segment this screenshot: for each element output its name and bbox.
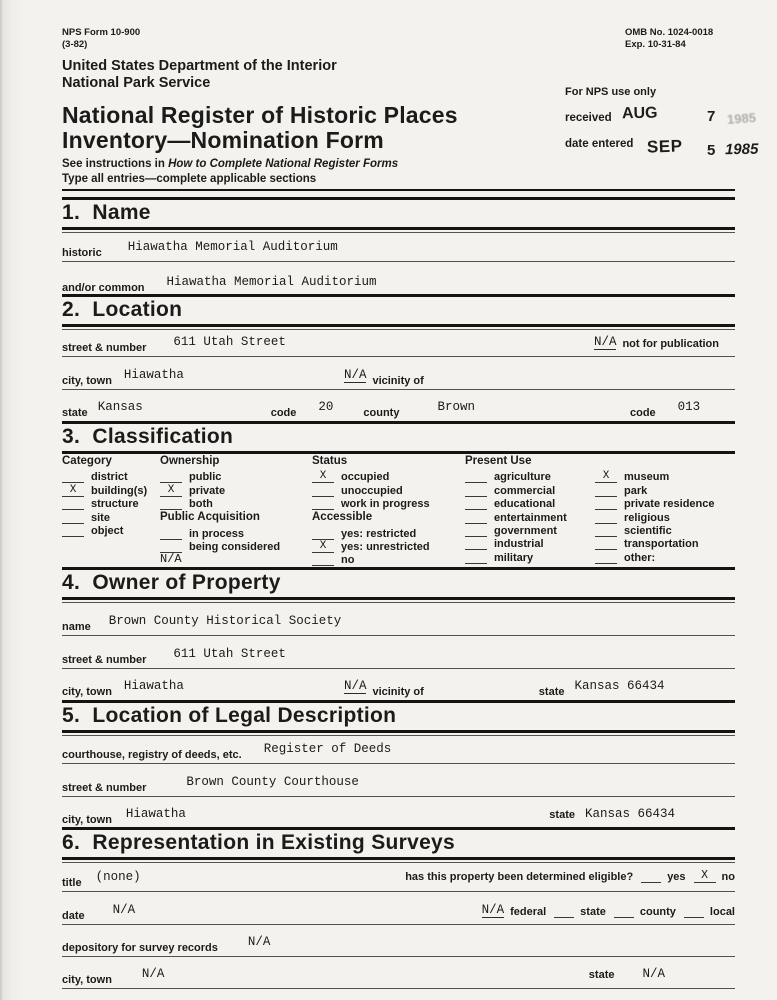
code2-label: code: [629, 407, 656, 419]
field-survey-title: [62, 870, 735, 892]
checkbox-label: no: [341, 554, 355, 567]
checkbox-line: [62, 526, 84, 537]
field-value: N/A: [247, 935, 271, 949]
vicinity-label: vicinity of: [372, 375, 424, 387]
page-left-edge: [0, 0, 26, 1000]
checkbox-object: [62, 524, 158, 537]
field-value: 611 Utah Street: [173, 647, 286, 661]
checkbox-line: X: [62, 486, 84, 497]
checkbox-label: being considered: [189, 540, 281, 553]
field-label: street & number: [62, 654, 147, 666]
field-value: Hiawatha Memorial Auditorium: [166, 275, 377, 289]
checkbox-line: [62, 472, 84, 483]
section-surveys: [62, 827, 735, 992]
field-street-number: [62, 335, 735, 357]
field-label: title: [62, 877, 82, 889]
checkbox-line: X: [312, 542, 334, 553]
county-checkbox-line: [614, 907, 634, 918]
checkbox-site: [62, 510, 158, 523]
nps-use-only-label: For NPS use only: [565, 86, 657, 98]
field-value: Hiawatha: [123, 368, 184, 382]
checkbox-agriculture: [465, 470, 593, 483]
yes-label: yes: [667, 871, 686, 883]
checkbox-occupied: [312, 470, 462, 483]
checkbox-museum: [595, 470, 735, 483]
state-label: state: [588, 969, 615, 981]
code-label: code: [270, 407, 297, 419]
field-label: city, town: [62, 686, 112, 698]
status-title: Status: [312, 455, 348, 467]
na-value: N/A: [593, 335, 617, 349]
field-value: N/A: [141, 967, 165, 981]
checkbox-label: private: [189, 484, 226, 497]
checkbox-label: unoccupied: [341, 484, 403, 497]
checkbox-line: [312, 499, 334, 510]
checkbox-line: [160, 529, 182, 540]
state-checkbox-line: [554, 907, 574, 918]
state-label: state: [549, 809, 575, 821]
omb-line2: Exp. 10-31-84: [625, 39, 686, 51]
checkbox-label: occupied: [341, 471, 390, 484]
field-courthouse: [62, 742, 735, 764]
checkbox-line: X: [312, 472, 334, 483]
county-value: Brown: [437, 400, 475, 414]
checkbox-military: [465, 550, 593, 563]
federal-label: federal: [510, 906, 547, 918]
checkbox-label: commercial: [494, 484, 556, 497]
instructions-prefix: See instructions in: [62, 158, 169, 170]
checkbox-line: [595, 526, 617, 537]
checkbox-line: [595, 539, 617, 550]
not-for-publication-label: not for publication: [622, 338, 719, 350]
checkbox-label: yes: restricted: [341, 527, 417, 540]
received-stamp-month: AUG: [621, 104, 658, 123]
checkbox-label: religious: [624, 511, 670, 524]
checkbox-label: government: [494, 524, 557, 537]
code-value: 20: [318, 400, 334, 414]
received-stamp-year: 1985: [726, 110, 757, 127]
checkbox-label: private residence: [624, 498, 715, 511]
field-label: and/or common: [62, 282, 145, 294]
section-3-heading: 3. Classification: [62, 421, 735, 454]
field-value: (none): [95, 870, 141, 884]
status-column: [312, 455, 462, 566]
code2-value: 013: [677, 400, 701, 414]
checkbox-label: public: [189, 471, 222, 484]
field-label: depository for survey records: [62, 942, 218, 954]
field-historic: [62, 240, 735, 262]
field-value: Hiawatha: [125, 807, 186, 821]
survey-level-group: [482, 903, 735, 918]
checkbox-label: museum: [624, 471, 670, 484]
checkbox-private-residence: [595, 497, 735, 510]
section-1-heading: 1. Name: [62, 197, 735, 230]
field-label: name: [62, 621, 91, 633]
checkbox-label: educational: [494, 498, 556, 511]
field-label: city, town: [62, 814, 112, 826]
field-label: state: [62, 407, 88, 419]
checkbox-line: [465, 539, 487, 550]
checkbox-line: [312, 529, 334, 540]
accessible-title: Accessible: [312, 511, 373, 524]
yes-checkbox-line: [641, 872, 661, 883]
checkbox-work-in-progress: [312, 497, 462, 510]
form-number-line1: NPS Form 10-900: [62, 27, 141, 38]
checkbox-label: object: [91, 524, 124, 537]
field-survey-date: [62, 903, 735, 925]
checkbox-buildings: [62, 483, 158, 496]
section-6-thin-rule: [62, 862, 735, 863]
date-entered-stamp-month: SEP: [646, 136, 683, 157]
field-value: Brown County Courthouse: [186, 775, 359, 789]
checkbox-private: [160, 483, 308, 496]
checkbox-commercial: [465, 483, 593, 496]
category-column: [62, 455, 158, 537]
checkbox-line: [595, 513, 617, 524]
checkbox-line: [62, 499, 84, 510]
checkbox-label: building(s): [91, 484, 148, 497]
field-label: courthouse, registry of deeds, etc.: [62, 749, 242, 761]
form-title-line2: Inventory—Nomination Form: [62, 127, 384, 153]
instructions-manual-title: How to Complete National Register Forms: [168, 158, 399, 170]
instructions-line1: [62, 157, 398, 172]
checkbox-line: [160, 472, 182, 483]
section-classification: [62, 421, 735, 567]
checkbox-label: scientific: [624, 524, 672, 537]
local-option-label: local: [709, 906, 735, 918]
vicinity-label: vicinity of: [372, 686, 424, 698]
checkbox-label: military: [494, 551, 534, 564]
state-value: N/A: [642, 967, 665, 981]
field-owner-city: [62, 679, 735, 701]
checkbox-yes-unrestricted: [312, 540, 462, 553]
field-state-county: [62, 400, 735, 422]
section-4-heading: 4. Owner of Property: [62, 567, 735, 600]
checkbox-line: [595, 486, 617, 497]
checkbox-label: district: [91, 471, 128, 484]
field-label: date: [62, 910, 85, 922]
field-value: Hiawatha Memorial Auditorium: [127, 240, 338, 254]
section-5-heading: 5. Location of Legal Description: [62, 700, 735, 733]
omb-line1: OMB No. 1024-0018: [625, 27, 714, 38]
received-stamp-day: 7: [707, 108, 716, 125]
section-6-heading: 6. Representation in Existing Surveys: [62, 827, 735, 860]
checkbox-line: [465, 472, 487, 483]
checkbox-yes-restricted: [312, 526, 462, 539]
state-value: Kansas 66434: [574, 679, 665, 693]
public-acquisition-title: Public Acquisition: [160, 511, 260, 524]
na-value: N/A: [343, 368, 367, 382]
eligible-question: has this property been determined eligible?: [405, 871, 634, 883]
present-use-spacer: [595, 455, 735, 468]
federal-na-value: N/A: [481, 903, 505, 917]
checkbox-label: site: [91, 511, 110, 524]
field-city-town: [62, 368, 735, 390]
field-label: street & number: [62, 782, 147, 794]
form-instructions: [62, 157, 398, 186]
section-location: [62, 294, 735, 421]
checkbox-line: X: [160, 486, 182, 497]
checkbox-unoccupied: [312, 483, 462, 496]
field-value: Brown County Historical Society: [108, 614, 342, 628]
eligible-group: [405, 871, 735, 883]
header-rule: [62, 189, 735, 191]
county-label: county: [363, 407, 400, 419]
checkbox-being-considered: [160, 540, 308, 553]
checkbox-both: [160, 497, 308, 510]
checkbox-government: [465, 524, 593, 537]
classification-grid: [62, 455, 735, 569]
not-for-publication-group: [594, 335, 719, 350]
checkbox-label: work in progress: [341, 498, 430, 511]
public-acquisition-na: N/A: [160, 551, 182, 566]
section-owner: [62, 567, 735, 700]
form-title-line1: National Register of Historic Places: [62, 102, 458, 128]
checkbox-district: [62, 470, 158, 483]
form-number-line2: (3-82): [62, 39, 88, 51]
checkbox-park: [595, 483, 735, 496]
checkbox-no: [312, 553, 462, 566]
agency-name: National Park Service: [62, 74, 211, 91]
form-number: [62, 27, 140, 52]
checkbox-transportation: [595, 537, 735, 550]
checkbox-line: [595, 499, 617, 510]
field-survey-city: [62, 967, 735, 989]
field-value: Hiawatha: [123, 679, 184, 693]
section-name: [62, 197, 735, 294]
state-value: Kansas 66434: [584, 807, 675, 821]
checkbox-scientific: [595, 524, 735, 537]
checkbox-line: [312, 555, 334, 566]
na-value: N/A: [343, 679, 367, 693]
received-label: received: [565, 112, 612, 124]
section-5-thin-rule: [62, 735, 735, 736]
form-title: [62, 103, 458, 153]
survey-state-group: [589, 967, 665, 981]
field-value: Register of Deeds: [263, 742, 392, 756]
checkbox-label: transportation: [624, 538, 699, 551]
checkbox-other: [595, 550, 735, 563]
county-option-label: county: [639, 906, 676, 918]
field-owner-street: [62, 647, 735, 669]
instructions-line2: Type all entries—complete applicable sections: [62, 172, 317, 185]
department-block: [62, 58, 337, 91]
checkbox-label: entertainment: [494, 511, 567, 524]
checkbox-line: [465, 499, 487, 510]
checkbox-in-process: [160, 526, 308, 539]
state-label: state: [538, 686, 565, 698]
checkbox-line: [160, 499, 182, 510]
checkbox-structure: [62, 497, 158, 510]
checkbox-public: [160, 470, 308, 483]
checkbox-line: [465, 513, 487, 524]
field-label: historic: [62, 247, 102, 259]
checkbox-educational: [465, 497, 593, 510]
checkbox-label: structure: [91, 498, 139, 511]
ownership-column: [160, 455, 308, 566]
legal-state-group: [549, 807, 675, 821]
checkbox-line: [62, 513, 84, 524]
present-use-column-2: [595, 455, 735, 564]
checkbox-label: yes: unrestricted: [341, 540, 430, 553]
present-use-column-1: [465, 455, 593, 564]
section-1-thin-rule: [62, 232, 735, 233]
field-legal-street: [62, 775, 735, 797]
state-value: Kansas: [97, 400, 143, 414]
field-label: city, town: [62, 375, 112, 387]
section-4-thin-rule: [62, 602, 735, 603]
checkbox-label: in process: [189, 527, 245, 540]
field-legal-city: [62, 807, 735, 829]
checkbox-label: park: [624, 484, 648, 497]
checkbox-label: both: [189, 498, 213, 511]
form-content: [62, 0, 759, 1000]
checkbox-industrial: [465, 537, 593, 550]
omb-number: [625, 27, 713, 52]
checkbox-line: X: [595, 472, 617, 483]
date-entered-stamp-day: 5: [707, 142, 716, 159]
field-value: N/A: [112, 903, 136, 917]
checkbox-label: industrial: [494, 538, 544, 551]
field-label: city, town: [62, 974, 112, 986]
checkbox-line: [595, 553, 617, 564]
date-entered-stamp-year: 1985: [724, 140, 759, 159]
section-legal-description: [62, 700, 735, 827]
no-checkbox-line: X: [694, 871, 716, 883]
ownership-title: Ownership: [160, 455, 220, 467]
field-value: 611 Utah Street: [173, 335, 286, 349]
checkbox-label: agriculture: [494, 471, 551, 484]
present-use-title: Present Use: [465, 455, 532, 467]
checkbox-label: other:: [624, 551, 656, 564]
checkbox-religious: [595, 510, 735, 523]
department-name: United States Department of the Interior: [62, 58, 337, 74]
no-label: no: [721, 871, 735, 883]
field-depository: [62, 935, 735, 957]
checkbox-line: [465, 526, 487, 537]
checkbox-line: [312, 486, 334, 497]
local-checkbox-line: [684, 907, 704, 918]
state-option-label: state: [580, 906, 606, 918]
field-label: street & number: [62, 342, 147, 354]
checkbox-line: [465, 486, 487, 497]
checkbox-line: [465, 553, 487, 564]
section-2-heading: 2. Location: [62, 294, 735, 327]
category-title: Category: [62, 455, 112, 467]
checkbox-entertainment: [465, 510, 593, 523]
section-2-thin-rule: [62, 329, 735, 330]
field-owner-name: [62, 614, 735, 636]
date-entered-label: date entered: [565, 138, 634, 150]
